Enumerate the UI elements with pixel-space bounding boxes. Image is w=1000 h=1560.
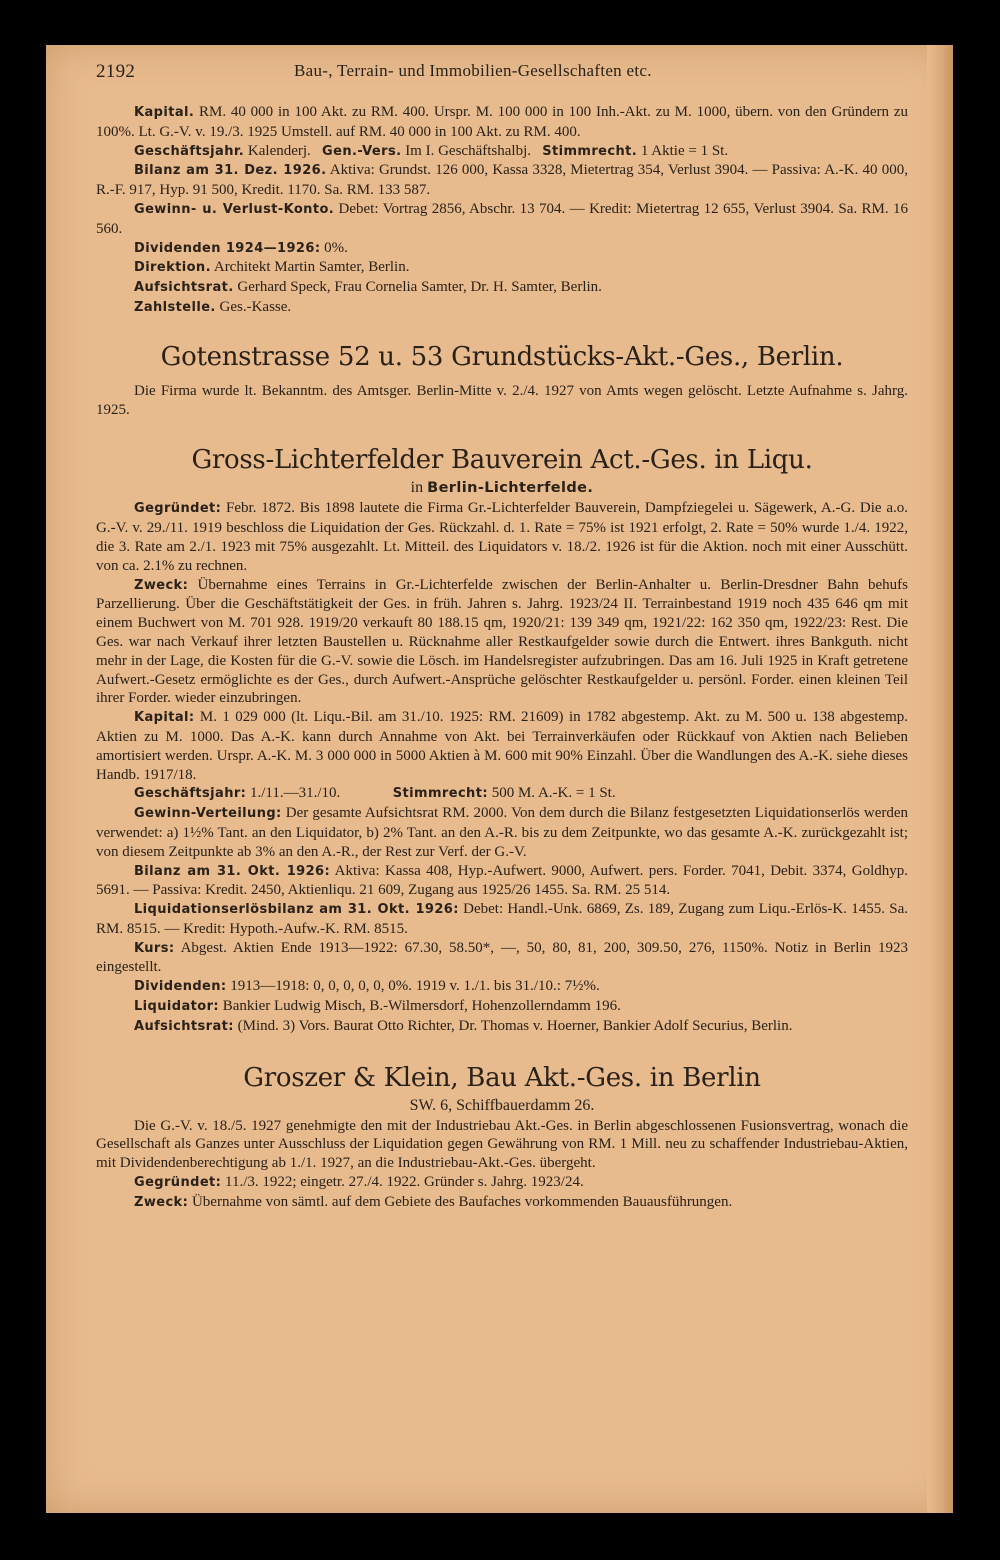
paragraph-aufsichtsrat: Aufsichtsrat: (Mind. 3) Vors. Baurat Otto Richter, Dr. Thomas v. Hoerner, Bankier Adolf Securius, Berlin. <box>134 1017 793 1034</box>
paragraph-intro: Die G.-V. v. 18./5. 1927 genehmigte den mit der Industriebau Akt.-Ges. in Berlin abgeschlossenen Fusionsvertrag, wonach die Gesellschaft als Ganzes unter Ausschluss der Liquidation gegen Gewährung von RM. 1 Mill. neu zu schaffender Industriebau-Aktien, mit Dividendenberechtigung ab 1./1. 1927, an die Industriebau-Akt.-Ges. übergeht. <box>96 1117 908 1172</box>
paragraph-liquidationsbilanz: Liquidationserlösbilanz am 31. Okt. 1926: Debet: Handl.-Unk. 6869, Zs. 189, Zugang zum Liqu.-Erlös-K. 1455. Sa. RM. 8515. — Kredit: Hypoth.-Aufw.-K. RM. 8515. <box>96 901 908 937</box>
page-number: 2192 <box>96 61 136 82</box>
paragraph-direktion: Direktion. Architekt Martin Samter, Berlin. <box>134 259 410 276</box>
page-body <box>96 103 908 1213</box>
entry-title-groszer-klein: Groszer & Klein, Bau Akt.-Ges. in Berlin <box>243 1062 761 1093</box>
paragraph-gegruendet: Gegründet: 11./3. 1922; eingetr. 27./4. 1922. Gründer s. Jahrg. 1923/24. <box>134 1174 584 1191</box>
paragraph-dividenden: Dividenden: 1913—1918: 0, 0, 0, 0, 0, 0%. 1919 v. 1./1. bis 31./10.: 7½%. <box>134 978 600 995</box>
paragraph-zahlstelle: Zahlstelle. Ges.-Kasse. <box>134 298 292 315</box>
paragraph-geschaeftsjahr: Geschäftsjahr: 1./11.—31./10. Stimmrecht: 500 M. A.-K. = 1 St. <box>134 785 616 802</box>
paragraph-kapital: Kapital. RM. 40 000 in 100 Akt. zu RM. 400. Urspr. M. 100 000 in 100 Inh.-Akt. zu M. 1000, übern. von den Gründern zu 100%. Lt. G.-V. v. 19./3. 1925 Umstell. auf RM. 40 000 in 100 Akt. zu RM. 400. <box>96 104 908 140</box>
entry-title-gross-lichterfelder: Gross-Lichterfelder Bauverein Act.-Ges. in Liqu. <box>191 445 813 476</box>
paragraph-geschaeftsjahr: Geschäftsjahr. Kalenderj. Gen.-Vers. Im I. Geschäftshalbj. Stimmrecht. 1 Aktie = 1 St. <box>134 142 729 159</box>
paragraph-kurs: Kurs: Abgest. Aktien Ende 1913—1922: 67.30, 58.50*, —, 50, 80, 81, 200, 309.50, 276, 1150%. Notiz in Berlin 1923 eingestellt. <box>96 939 908 976</box>
entry-title-gotenstrasse: Gotenstrasse 52 u. 53 Grundstücks-Akt.-Ges., Berlin. <box>160 341 844 372</box>
entry-subtitle: in Berlin-Lichterfelde. <box>410 479 594 497</box>
book-page <box>46 45 953 1513</box>
page-edge <box>927 45 953 1513</box>
paragraph-guv: Gewinn- u. Verlust-Konto. Debet: Vortrag 2856, Abschr. 13 704. — Kredit: Mietertrag 12 655, Verlust 3904. Sa. RM. 16 560. <box>96 200 909 237</box>
entry-continued <box>96 103 908 318</box>
paragraph-zweck: Zweck: Übernahme von sämtl. auf dem Gebiete des Baufaches vorkommenden Bauausführungen. <box>134 1193 733 1210</box>
running-title: Bau-, Terrain- und Immobilien-Gesellschaften etc. <box>294 61 652 80</box>
paragraph-dividenden: Dividenden 1924—1926: 0%. <box>134 239 348 256</box>
entry-address: SW. 6, Schiffbauerdamm 26. <box>409 1096 595 1114</box>
paragraph-bilanz: Bilanz am 31. Okt. 1926: Aktiva: Kassa 408, Hyp.-Aufwert. 9000, Aufwert. pers. Forder. 7041, Debit. 3374, Goldhyp. 5691. — Passiva: Kredit. 2450, Aktienliqu. 21 609, Zugang aus 1925/26 1455. Sa. RM. 25 514. <box>96 862 908 899</box>
paragraph-kapital: Kapital: M. 1 029 000 (lt. Liqu.-Bil. am 31./10. 1925: RM. 21609) in 1782 abgestemp. Akt. zu M. 500 u. 138 abgestemp. Aktien zu M. 1000. Das A.-K. kann durch Annahme von Akt. bei Terrainverkäufen oder Rückkauf von Aktien nach Belieben amortisiert werden. Urspr. A.-K. M. 3 000 000 in 5000 Aktien à M. 600 mit 90% Einzahl. Über die Wandlungen des A.-K. siehe dieses Handb. 1917/18. <box>96 709 909 783</box>
paragraph-liquidator: Liquidator: Bankier Ludwig Misch, B.-Wilmersdorf, Hohenzollerndamm 196. <box>134 998 621 1015</box>
paragraph-zweck: Zweck: Übernahme eines Terrains in Gr.-Lichterfelde zwischen der Berlin-Anhalter u. Berlin-Dresdner Bahn behufs Parzellierung. Über die Geschäftstätigkeit der Ges. in früh. Jahren s. Jahrg. 1923/24 II. Terrainbestand 1919 noch 435 646 qm mit einem Buchwert von M. 701 928. 1919/20 verkauft 80 188.15 qm, 1920/21: 139 349 qm, 1921/22: 162 350 qm, 1922/23: Rest. Die Ges. war nach Verkauf ihrer letzten Baustellen u. Rücknahme aller Restkaufgelder sowie durch die Entwert. ihres Bankguth. nicht mehr in der Lage, die Kosten für die G.-V. sowie die Lösch. im Handelsregister aufzubringen. Das am 16. Juli 1925 in Kraft getretene Aufwert.-Gesetz ermöglichte es der Ges., durch Aufwert.-Ansprüche gelöschter Restkaufgelder u. persönl. Forder. einen kleinen Teil ihrer Forder. wieder einzubringen. <box>96 576 909 707</box>
paragraph-bilanz: Bilanz am 31. Dez. 1926. Aktiva: Grundst. 126 000, Kassa 3328, Mietertrag 354, Verlust 3904. — Passiva: A.-K. 40 000, R.-F. 917, Hyp. 91 500, Kredit. 1170. Sa. RM. 133 587. <box>96 162 908 199</box>
paragraph-gewinn-verteilung: Gewinn-Verteilung: Der gesamte Aufsichtsrat RM. 2000. Von dem durch die Bilanz festgesetzten Liquidationserlös werden verwendet: a) 1½% Tant. an den Liquidator, b) 2% Tant. an den A.-R. bis zu dem Zeitpunkte, wo das gesamte A.-K. zurückgezahlt ist; von diesem Zeitpunkte ab 3% an den A.-R., der Rest zur Verf. der G.-V. <box>96 805 909 860</box>
paragraph-aufsichtsrat: Aufsichtsrat. Gerhard Speck, Frau Cornelia Samter, Dr. H. Samter, Berlin. <box>134 279 602 296</box>
paragraph-gotenstrasse: Die Firma wurde lt. Bekanntm. des Amtsger. Berlin-Mitte v. 2./4. 1927 von Amts wegen gelöscht. Letzte Aufnahme s. Jahrg. 1925. <box>96 382 908 418</box>
paragraph-gegruendet: Gegründet: Febr. 1872. Bis 1898 lautete die Firma Gr.-Lichterfelder Bauverein, Dampfziegelei u. Sägewerk, A.-G. Die a.o. G.-V. v. 29./11. 1919 beschloss die Liquidation der Ges. Rückzahl. d. 1. Rate = 75% ist 1921 erfolgt, 2. Rate = 50% wurde 1./4. 1922, die 3. Rate am 2./1. 1923 mit 75% ausgezahlt. Lt. Mitteil. des Liquidators v. 18./2. 1926 ist für die Aktion. noch mit einer Ausschütt. von ca. 2.1% zu rechnen. <box>96 500 908 574</box>
